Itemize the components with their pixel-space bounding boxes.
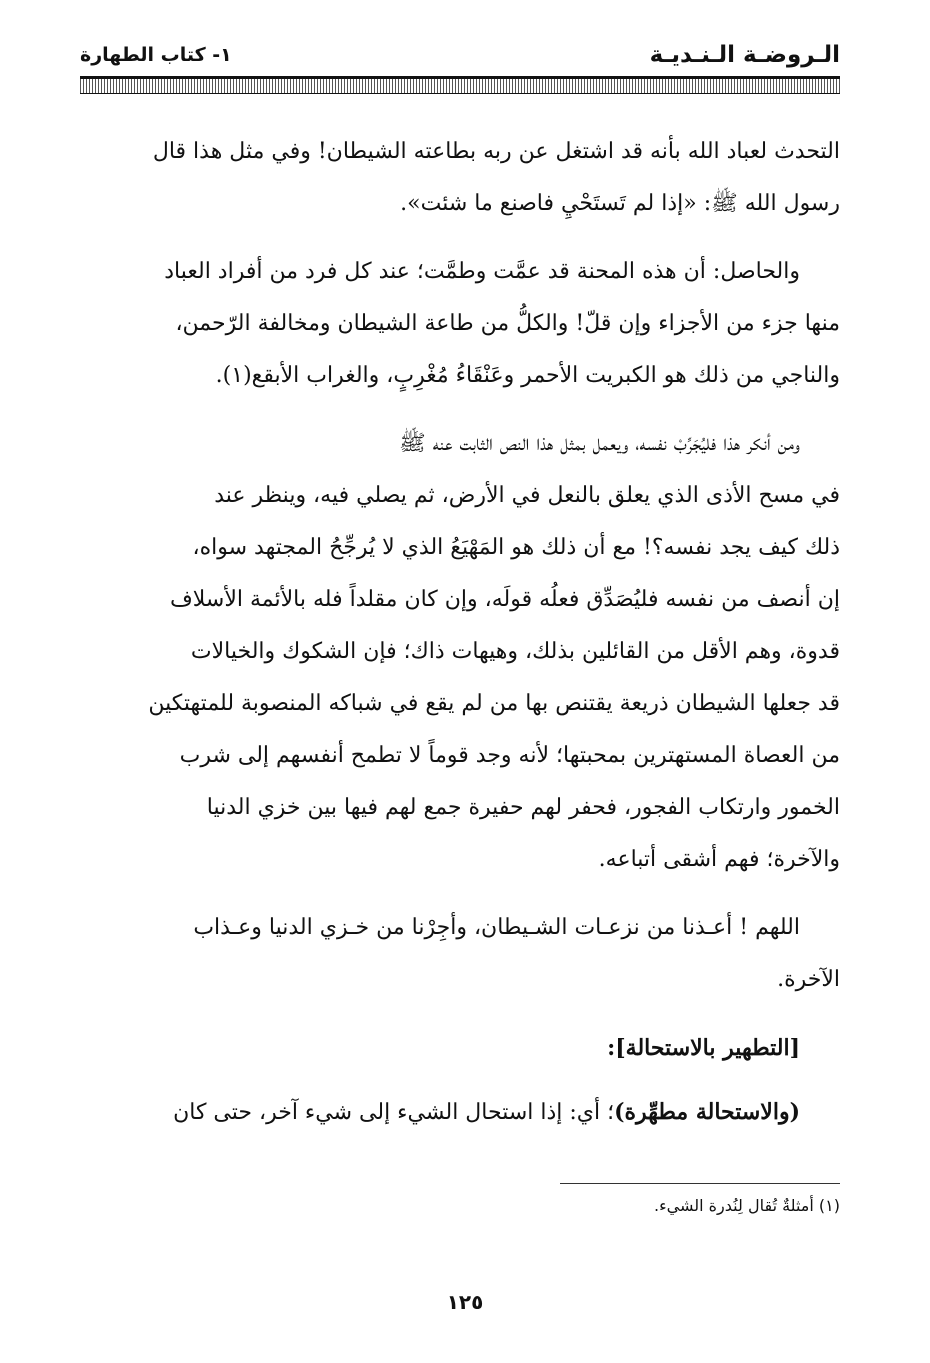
section-heading: [التطهير بالاستحالة]:: [607, 1035, 800, 1061]
text-line: ومن أنكر هذا فليُجَرِّبْ نفسه، ويعمل بمثل هذا النص الثابت عنه ﷺ: [399, 431, 800, 456]
text-line: رسول الله ﷺ: «إذا لم تَستَحْيِ فاصنع ما شئت».: [400, 191, 840, 216]
paragraph-2: [80, 246, 840, 402]
text-line: قدوة، وهم الأقل من القائلين بذلك، وهيهات ذاك؛ فإن الشكوك والخيالات: [190, 639, 840, 664]
page-body: [80, 126, 840, 1155]
paragraph-5: [80, 1086, 840, 1139]
paragraph-1: [80, 126, 840, 230]
text-line: قد جعلها الشيطان ذريعة يقتنص بها من لم يقع في شباكه المنصوبة للمتهتكين: [148, 691, 840, 716]
bold-term: (والاستحالة مطهِّرة): [614, 1099, 800, 1125]
text-line: في مسح الأذى الذي يعلق بالنعل في الأرض، ثم يصلي فيه، وينظر عند: [214, 483, 840, 508]
text-line: والناجي من ذلك هو الكبريت الأحمر وعَنْقَاءُ مُغْرِبٍ، والغراب الأبقع(١).: [215, 363, 840, 388]
header-rule: [80, 76, 840, 94]
text-line: إن أنصف من نفسه فليُصَدِّق فعلُه قولَه، وإن كان مقلداً فله بالأئمة الأسلاف: [169, 587, 840, 612]
footnote-rule: [560, 1183, 840, 1184]
text-line: والحاصل: أن هذه المحنة قد عمَّت وطمَّت؛ عند كل فرد من أفراد العباد: [164, 259, 800, 284]
text-line: ذلك كيف يجد نفسه؟! مع أن ذلك هو المَهْيَعُ الذي لا يُرجِّحُ المجتهد سواه،: [192, 535, 840, 560]
text-line: اللهم ! أعـذنا من نزعـات الشـيطان، وأجِرْنا من خـزي الدنيا وعـذاب: [193, 915, 800, 940]
text-line: التحدث لعباد الله بأنه قد اشتغل عن ربه بطاعته الشيطان! وفي مثل هذا قال: [152, 139, 840, 164]
paragraph-3: [80, 418, 840, 886]
text-line: الخمور وارتكاب الفجور، فحفر لهم حفيرة جمع لهم فيها بين خزي الدنيا: [206, 795, 840, 820]
chapter-title: ١- كتاب الطهارة: [80, 44, 232, 66]
text-line: [80, 1086, 840, 1139]
text-run: ؛ أي: إذا استحال الشيء إلى شيء آخر، حتى كان: [173, 1100, 615, 1125]
running-header: [80, 38, 840, 72]
page-number: ١٢٥: [446, 1290, 484, 1314]
book-title: الـروضـة الـنـديـة: [649, 42, 840, 68]
text-line: من العصاة المستهترين بمحبتها؛ لأنه وجد قوماً لا تطمح أنفسهم إلى شرب: [179, 743, 840, 768]
text-line: الآخرة.: [777, 967, 840, 992]
text-line: منها جزء من الأجزاء وإن قلّ! والكلُّ من طاعة الشيطان ومخالفة الرّحمن،: [175, 311, 840, 336]
footnote: (١) أمثلةٌ تُقال لِنُدرة الشيء.: [654, 1196, 840, 1215]
text-line: والآخرة؛ فهم أشقى أتباعه.: [598, 847, 840, 872]
paragraph-4: [80, 902, 840, 1006]
